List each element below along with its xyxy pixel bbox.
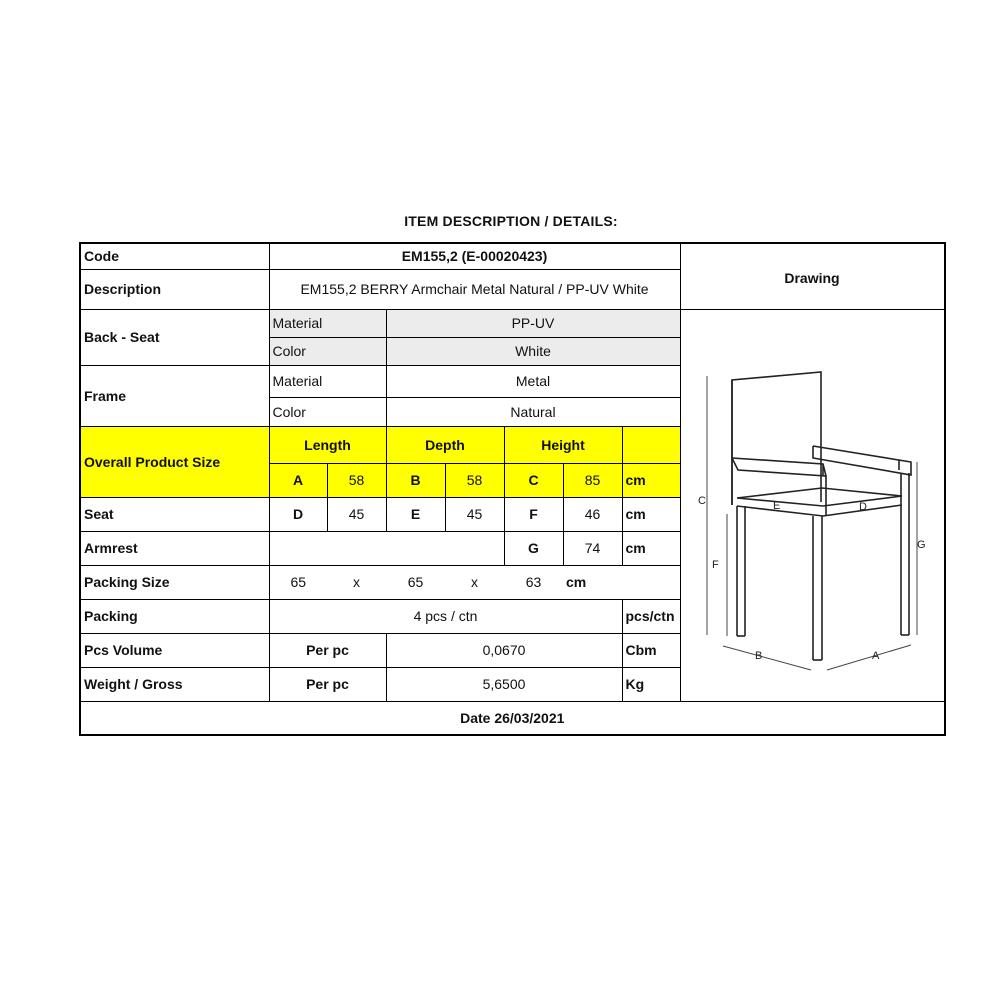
drawing-letter-g: G [916,538,926,551]
frame-material-label: Material [269,365,386,397]
back-seat-color: White [386,337,680,365]
drawing-letter-d: D [858,500,867,513]
back-seat-color-label: Color [269,337,386,365]
dim-g-label: G [504,531,563,565]
packing-unit: pcs/ctn [622,599,680,633]
drawing-letter-a: A [871,649,879,662]
code-label: Code [80,243,269,269]
back-seat-material-label: Material [269,309,386,337]
drawing-letter-c: C [697,494,706,507]
overall-size-label: Overall Product Size [80,426,269,497]
drawing-label: Drawing [680,243,945,309]
code-value: EM155,2 (E-00020423) [269,243,680,269]
drawing-letter-b: B [754,649,762,662]
dim-f-label: F [504,497,563,531]
pcs-volume-unit: Cbm [622,633,680,667]
weight-label: Weight / Gross [80,667,269,701]
frame-material: Metal [386,365,680,397]
seat-unit: cm [622,497,680,531]
frame-label: Frame [80,365,269,426]
back-seat-material: PP-UV [386,309,680,337]
chair-drawing [681,310,944,698]
weight-value: 5,6500 [386,667,622,701]
description-label: Description [80,269,269,309]
packing-size-unit: cm [563,565,622,599]
armrest-blank [269,531,504,565]
packing-size-width: 65 [386,565,445,599]
dim-g-value: 74 [563,531,622,565]
depth-label: Depth [386,426,504,463]
spec-sheet [79,242,946,736]
dim-c-value: 85 [563,463,622,497]
dim-f-value: 46 [563,497,622,531]
drawing-letter-e: E [772,499,780,512]
packing-size-length: 65 [269,565,327,599]
dim-d-value: 45 [327,497,386,531]
seat-label: Seat [80,497,269,531]
packing-value: 4 pcs / ctn [269,599,622,633]
dim-c-label: C [504,463,563,497]
armrest-unit: cm [622,531,680,565]
dim-b-label: B [386,463,445,497]
overall-unit: cm [622,463,680,497]
frame-color: Natural [386,397,680,426]
dim-a-label: A [269,463,327,497]
spec-table [79,242,946,736]
packing-size-height: 63 [504,565,563,599]
dimension-lines [707,376,917,670]
dim-b-value: 58 [445,463,504,497]
packing-size-x1: x [327,565,386,599]
drawing-cell [680,309,945,701]
armrest-label: Armrest [80,531,269,565]
overall-blank [622,426,680,463]
length-label: Length [269,426,386,463]
dim-d-label: D [269,497,327,531]
page-title: ITEM DESCRIPTION / DETAILS: [404,213,618,229]
pcs-volume-value: 0,0670 [386,633,622,667]
description-value: EM155,2 BERRY Armchair Metal Natural / PP-UV White [269,269,680,309]
packing-size-x2: x [445,565,504,599]
packing-size-label: Packing Size [80,565,269,599]
dim-a-value: 58 [327,463,386,497]
height-label: Height [504,426,622,463]
pcs-volume-per: Per pc [269,633,386,667]
packing-size-blank [622,565,680,599]
frame-color-label: Color [269,397,386,426]
weight-per: Per pc [269,667,386,701]
dim-e-label: E [386,497,445,531]
weight-unit: Kg [622,667,680,701]
dim-e-value: 45 [445,497,504,531]
chair-outline [732,372,911,660]
packing-label: Packing [80,599,269,633]
drawing-letter-f: F [711,558,719,571]
back-seat-label: Back - Seat [80,309,269,365]
pcs-volume-label: Pcs Volume [80,633,269,667]
date-footer: Date 26/03/2021 [80,701,945,735]
